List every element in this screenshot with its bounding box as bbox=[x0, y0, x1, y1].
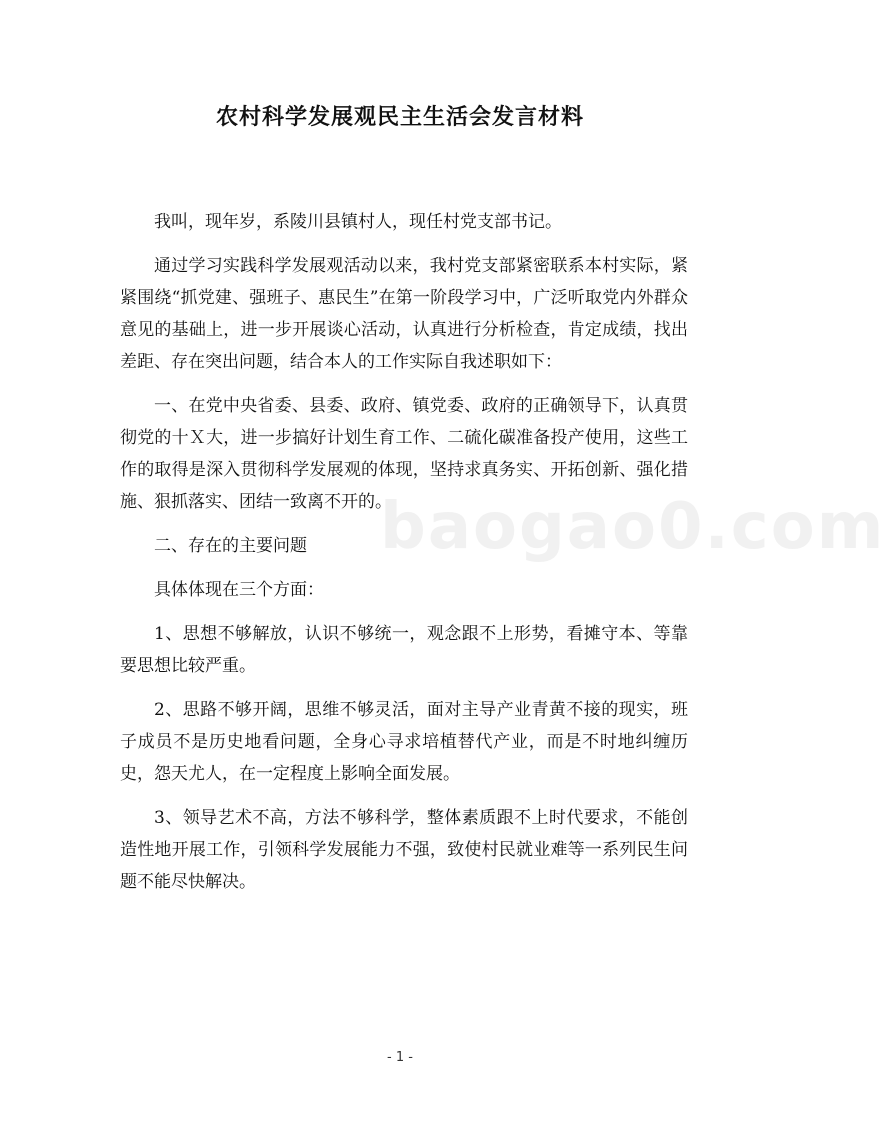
paragraph-problem-3: 3、领导艺术不高，方法不够科学，整体素质跟不上时代要求，不能创造性地开展工作，引领科学发展能力不强，致使村民就业难等一系列民生问题不能尽快解决。 bbox=[120, 808, 688, 892]
paragraph-problem-2: 2、思路不够开阔，思维不够灵活，面对主导产业青黄不接的现实，班子成员不是历史地看问题，全身心寻求培植替代产业，而是不时地纠缠历史，怨天尤人，在一定程度上影响全面发展。 bbox=[120, 700, 688, 784]
paragraph-problem-1: 1、思想不够解放，认识不够统一，观念跟不上形势，看摊守本、等靠要思想比较严重。 bbox=[120, 624, 688, 676]
paragraph-section-two-heading: 二、存在的主要问题 bbox=[154, 536, 307, 556]
paragraph-overview: 通过学习实践科学发展观活动以来，我村党支部紧密联系本村实际，紧紧围绕“抓党建、强班子、惠民生”在第一阶段学习中，广泛听取党内外群众意见的基础上，进一步开展谈心活动，认真进行分析检查，肯定成绩，找出差距、存在突出问题，结合本人的工作实际自我述职如下： bbox=[120, 256, 688, 372]
document-title: 农村科学发展观民主生活会发言材料 bbox=[215, 104, 584, 130]
page-number: - 1 - bbox=[387, 1050, 413, 1065]
paragraph-section-one: 一、在党中央省委、县委、政府、镇党委、政府的正确领导下，认真贯彻党的十Ｘ大，进一步搞好计划生育工作、二硫化碳准备投产使用，这些工作的取得是深入贯彻科学发展观的体现，坚持求真务实、开拓创新、强化措施、狠抓落实、团结一致离不开的。 bbox=[120, 396, 688, 512]
paragraph-intro: 我叫，现年岁，系陵川县镇村人，现任村党支部书记。 bbox=[154, 212, 562, 232]
paragraph-three-aspects: 具体体现在三个方面： bbox=[154, 580, 324, 600]
document-body bbox=[120, 206, 688, 910]
watermark-text: baogao0.com bbox=[380, 490, 885, 564]
